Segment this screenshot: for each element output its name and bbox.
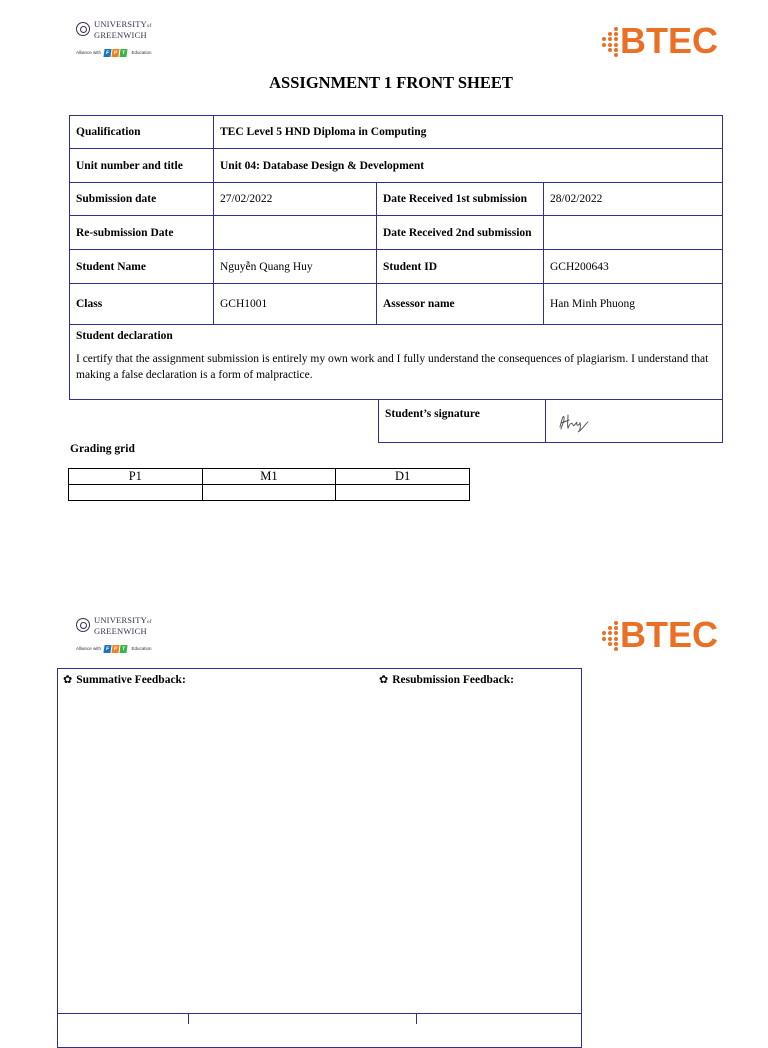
- logo-of-text: of: [147, 24, 152, 29]
- resubmission-feedback-label: Resubmission Feedback:: [392, 674, 514, 686]
- btec-logo: [600, 22, 718, 62]
- btec-wordmark: BTEC: [620, 20, 718, 61]
- gear-bullet-icon: ✿: [63, 673, 73, 686]
- student-name-label: Student Name: [70, 250, 214, 284]
- received-1st-label: Date Received 1st submission: [377, 183, 544, 216]
- resubmission-date-value: [214, 216, 377, 250]
- assessor-label: Assessor name: [377, 284, 544, 325]
- grade-p1-cell: [69, 485, 203, 501]
- logo-university-text: UNIVERSITY: [94, 615, 147, 625]
- signature-table: [378, 399, 723, 443]
- fpt-letter-t: T: [120, 645, 128, 653]
- declaration-label: Student declaration: [76, 330, 173, 342]
- received-1st-value: 28/02/2022: [544, 183, 723, 216]
- logo-greenwich-text: GREENWICH: [94, 30, 147, 40]
- btec-wordmark: BTEC: [620, 614, 718, 655]
- summative-feedback-label: Summative Feedback:: [76, 674, 186, 686]
- university-of-greenwich-logo-page2: [76, 616, 161, 656]
- submission-date-value: 27/02/2022: [214, 183, 377, 216]
- received-2nd-value: [544, 216, 723, 250]
- alliance-prefix: Alliance with: [76, 50, 102, 56]
- grade-d1-cell: [336, 485, 470, 501]
- logo-of-text: of: [147, 620, 152, 625]
- front-sheet-table: [69, 115, 723, 400]
- btec-dots-icon: [600, 620, 620, 652]
- bottom-row-divider: [188, 1013, 189, 1024]
- university-seal-icon: [76, 618, 90, 632]
- btec-logo-page2: [600, 616, 718, 656]
- signature-box: [546, 400, 723, 443]
- received-2nd-label: Date Received 2nd submission: [377, 216, 544, 250]
- unit-row: [70, 149, 723, 183]
- student-row: [70, 250, 723, 284]
- fpt-letter-f: F: [104, 645, 112, 653]
- feedback-box: [57, 668, 582, 1048]
- submission-row: [70, 183, 723, 216]
- grading-value-row: [69, 485, 470, 501]
- unit-value: Unit 04: Database Design & Development: [214, 149, 723, 183]
- class-value: GCH1001: [214, 284, 377, 325]
- logo-university-text: UNIVERSITY: [94, 19, 147, 29]
- bottom-row-divider: [416, 1013, 417, 1024]
- qualification-value: TEC Level 5 HND Diploma in Computing: [214, 116, 723, 149]
- resubmission-row: [70, 216, 723, 250]
- summative-feedback-heading: [63, 673, 186, 686]
- student-id-label: Student ID: [377, 250, 544, 284]
- declaration-text: I certify that the assignment submission is entirely my own work and I fully understand the consequences of plagiarism. I understand that making a false declaration is a form of malpractice.: [76, 353, 709, 381]
- alliance-prefix: Alliance with: [76, 646, 102, 652]
- grade-m1-cell: [202, 485, 336, 501]
- unit-label: Unit number and title: [70, 149, 214, 183]
- page-title: ASSIGNMENT 1 FRONT SHEET: [269, 73, 513, 92]
- gear-bullet-icon: ✿: [379, 673, 389, 686]
- alliance-suffix: Education: [131, 646, 152, 652]
- qualification-row: [70, 116, 723, 149]
- university-seal-icon: [76, 22, 90, 36]
- grading-grid-title: Grading grid: [70, 443, 135, 455]
- logo-greenwich-text: GREENWICH: [94, 626, 147, 636]
- student-id-value: GCH200643: [544, 250, 723, 284]
- qualification-label: Qualification: [70, 116, 214, 149]
- alliance-suffix: Education: [131, 50, 152, 56]
- signature-label: Student’s signature: [379, 400, 546, 443]
- submission-date-label: Submission date: [70, 183, 214, 216]
- fpt-letter-p: P: [113, 50, 118, 56]
- grade-p1-header: P1: [69, 469, 203, 485]
- fpt-logo: [104, 645, 128, 653]
- assessor-value: Han Minh Phuong: [544, 284, 723, 325]
- resubmission-feedback-heading: [379, 673, 514, 686]
- university-of-greenwich-logo: [76, 20, 161, 60]
- btec-dots-icon: [600, 26, 620, 58]
- declaration-cell: [70, 325, 723, 400]
- declaration-row: [70, 325, 723, 400]
- student-name-value: Nguyễn Quang Huy: [214, 250, 377, 284]
- resubmission-date-label: Re-submission Date: [70, 216, 214, 250]
- fpt-logo: [104, 49, 128, 57]
- grading-grid-table: [68, 468, 470, 501]
- class-row: [70, 284, 723, 325]
- fpt-letter-p: P: [113, 646, 118, 652]
- grade-m1-header: M1: [202, 469, 336, 485]
- class-label: Class: [70, 284, 214, 325]
- grade-d1-header: D1: [336, 469, 470, 485]
- grading-header-row: [69, 469, 470, 485]
- feedback-bottom-table-row: [57, 1013, 582, 1025]
- signature-image: [556, 411, 596, 433]
- fpt-letter-f: F: [104, 49, 112, 57]
- fpt-letter-t: T: [120, 49, 128, 57]
